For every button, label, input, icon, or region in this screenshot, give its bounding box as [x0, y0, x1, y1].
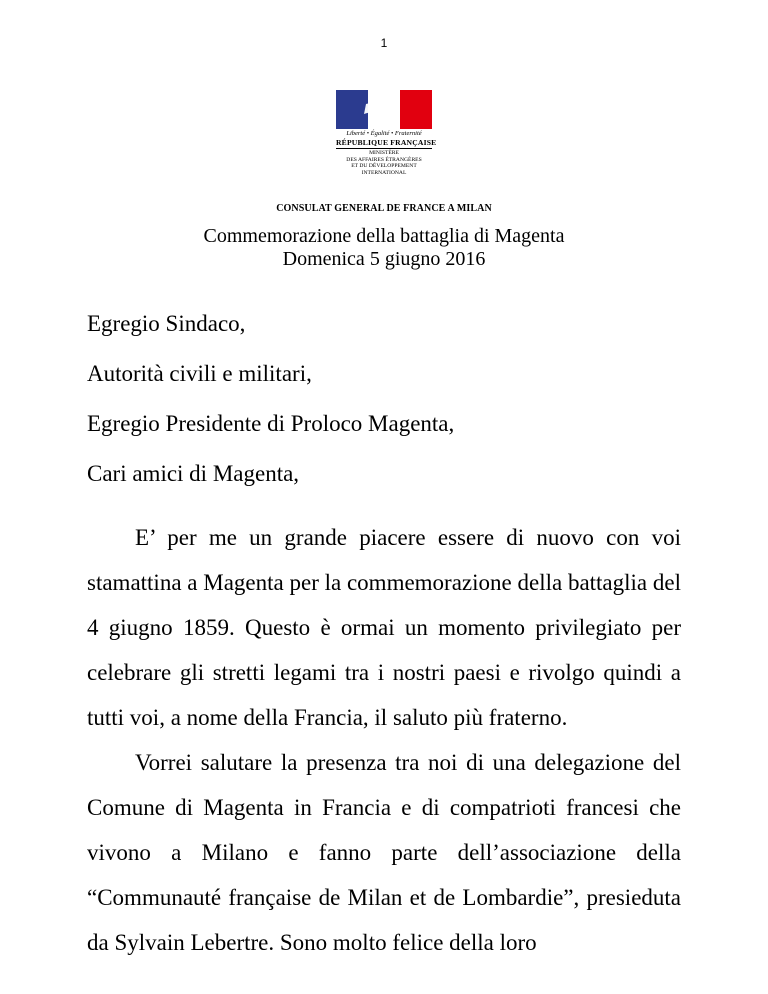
page-number: 1	[380, 36, 388, 50]
republique-francaise-logo	[336, 90, 437, 178]
marianne-flag-emblem	[336, 90, 432, 129]
greeting-line: Egregio Presidente di Proloco Magenta,	[87, 411, 455, 436]
logo-motto: Liberté • Égalité • Fraternité	[346, 130, 422, 137]
body-paragraph: E’ per me un grande piacere essere di nuovo con voi stamattina a Magenta per la commemorazione della battaglia del 4 giugno 1859. Questo è ormai un momento privilegiato per celebrare gli stretti legami tra i nostri paesi e rivolgo quindi a tutti voi, a nome della Francia, il saluto più fraterno.	[87, 525, 681, 730]
greeting-line: Egregio Sindaco,	[87, 311, 246, 336]
logo-divider	[336, 148, 432, 149]
greeting-line: Cari amici di Magenta,	[87, 461, 300, 486]
consulate-heading: CONSULAT GENERAL DE FRANCE A MILAN	[276, 203, 492, 214]
body-paragraph: Vorrei salutare la presenza tra noi di una delegazione del Comune di Magenta in Francia e di compatrioti francesi che vivono a Milano e fanno parte dell’associazione della “Communauté française de Milan et de Lombardie”, presieduta da Sylvain Lebertre. Sono molto felice della loro	[87, 750, 681, 955]
document-date: Domenica 5 giugno 2016	[282, 248, 486, 270]
greeting-line: Autorità civili e militari,	[87, 361, 312, 386]
logo-ministry: MINISTÈRE DES AFFAIRES ÉTRANGÈRES ET DU DÉVELOPPEMENT INTERNATIONAL	[346, 150, 422, 176]
document-title: Commemorazione della battaglia di Magenta	[203, 225, 565, 247]
logo-republic-name: RÉPUBLIQUE FRANÇAISE	[336, 138, 437, 147]
